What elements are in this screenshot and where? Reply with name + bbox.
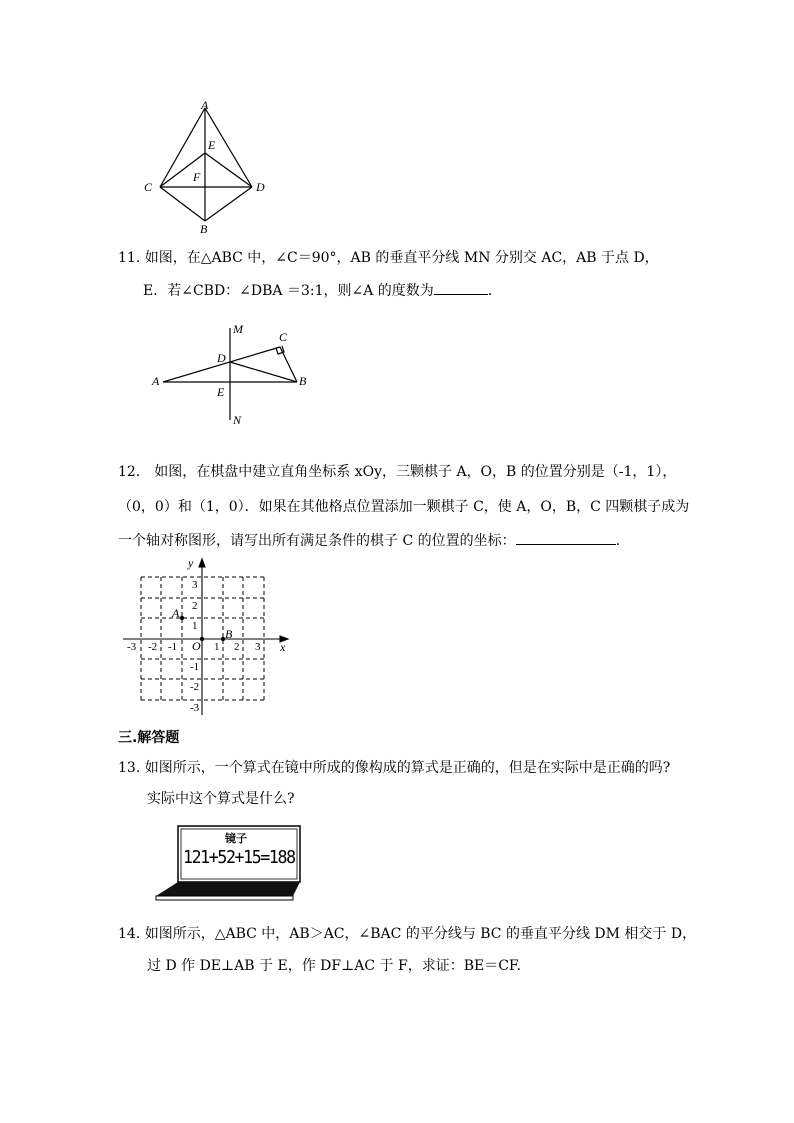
- q12-line1: 12． 如图，在棋盘中建立直角坐标系 xOy，三颗棋子 A，O，B 的位置分别是（-1，1），: [118, 464, 677, 480]
- grid-label-o: O: [192, 639, 201, 653]
- mirror-title: 镜子: [225, 832, 247, 845]
- kite-figure: [140, 98, 280, 238]
- fig10-label-d: D: [256, 180, 265, 194]
- q11-answer-blank[interactable]: [434, 280, 488, 295]
- fig10-label-c: C: [144, 180, 153, 194]
- q14-line2: 过 D 作 DE⊥AB 于 E，作 DF⊥AC 于 F，求证：BE＝CF.: [147, 958, 521, 974]
- mirror-base-top: [156, 882, 300, 896]
- y-tick-neg3: -3: [190, 702, 200, 714]
- q11-line2: [143, 280, 502, 301]
- fig10-label-a: A: [201, 98, 209, 112]
- q12-line3: [118, 530, 620, 551]
- x-tick-neg1: -1: [168, 641, 178, 653]
- piece-a: [180, 616, 184, 620]
- x-tick-neg3: -3: [127, 641, 137, 653]
- segment-db: [230, 362, 297, 382]
- y-tick-neg1: -1: [190, 661, 200, 673]
- q12-line3-end: .: [615, 533, 621, 549]
- q12-answer-blank[interactable]: [516, 530, 616, 545]
- fig11-label-n: N: [233, 413, 242, 427]
- y-axis-arrow: [199, 559, 205, 567]
- fig11-label-c: C: [279, 330, 288, 344]
- mirror-base-bottom: [156, 896, 293, 900]
- q11-line2-text: E．若∠CBD：∠DBA ＝3:1，则∠A 的度数为: [143, 283, 434, 299]
- segment-cb: [160, 187, 205, 221]
- y-tick-2: 2: [192, 600, 198, 612]
- fig11-label-e: E: [217, 385, 225, 399]
- q11-line1: 11. 如图，在△ABC 中，∠C＝90°，AB 的垂直平分线 MN 分别交 AC，AB 于点 D，: [118, 250, 659, 266]
- y-tick-neg2: -2: [190, 681, 200, 693]
- fig11-label-d: D: [217, 351, 226, 365]
- fig11-label-m: M: [233, 322, 243, 336]
- q12-line2: （0，0）和（1，0）．如果在其他格点位置添加一颗棋子 C，使 A，O，B，C 四颗棋子成为: [118, 499, 690, 515]
- fig11-label-a: A: [152, 374, 160, 388]
- grid-label-b: B: [225, 627, 233, 641]
- fig10-label-b: B: [200, 222, 208, 236]
- grid-label-x: x: [280, 640, 286, 654]
- q13-line2: 实际中这个算式是什么?: [147, 791, 295, 807]
- segment-de: [205, 153, 252, 187]
- q13-line1: 13. 如图所示，一个算式在镜中所成的像构成的算式是正确的，但是在实际中是正确的吗?: [118, 760, 671, 776]
- y-tick-1: 1: [192, 620, 198, 632]
- fig10-label-f: F: [193, 170, 201, 184]
- x-tick-1: 1: [214, 641, 220, 653]
- q14-line1: 14. 如图所示，△ABC 中，AB＞AC，∠BAC 的平分线与 BC 的垂直平分线 DM 相交于 D，: [118, 926, 697, 942]
- chessboard-grid: [118, 555, 298, 720]
- x-tick-3: 3: [255, 641, 261, 653]
- y-tick-3: 3: [192, 579, 198, 591]
- mirror-equation: 121+52+15=188: [183, 847, 295, 868]
- q12-line3-text: 一个轴对称图形，请写出所有满足条件的棋子 C 的位置的坐标：: [118, 533, 516, 549]
- section-heading: 三.解答题: [118, 730, 180, 746]
- fig11-label-b: B: [299, 374, 307, 388]
- x-tick-neg2: -2: [148, 641, 158, 653]
- segment-db: [205, 187, 252, 221]
- fig10-label-e: E: [208, 138, 216, 152]
- grid-label-y: y: [188, 556, 194, 570]
- q11-line2-end: ．: [487, 283, 502, 299]
- x-tick-2: 2: [234, 641, 240, 653]
- grid-label-a: A: [172, 606, 180, 620]
